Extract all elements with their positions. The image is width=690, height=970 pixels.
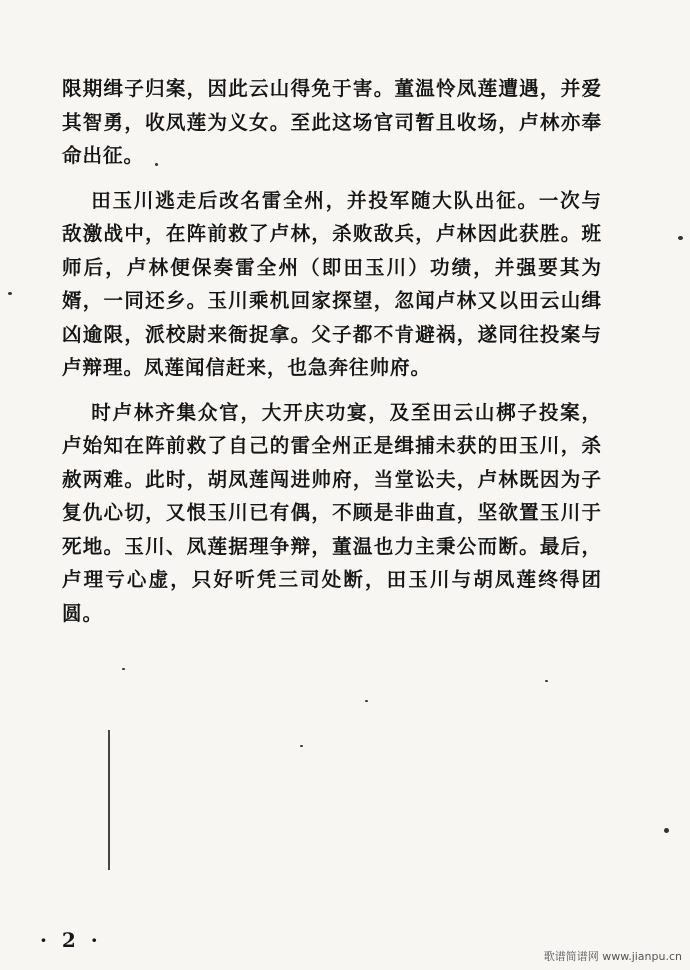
scan-speck [155, 163, 158, 166]
scan-speck [545, 680, 548, 682]
paragraph-1: 限期缉子归案，因此云山得免于害。董温怜凤莲遭遇，并爱其智勇，收凤莲为义女。至此这场官司暂且收场，卢林亦奉命出征。 [62, 77, 602, 167]
scan-line [108, 730, 110, 870]
body-text [62, 72, 602, 630]
scan-speck [678, 236, 683, 240]
paragraph-3: 时卢林齐集众官，大开庆功宴，及至田云山梆子投案，卢始知在阵前救了自己的雷全州正是缉捕未获的田玉川，杀赦两难。此时，胡凤莲闯进帅府，当堂讼夫，卢林既因为子复仇心切，又恨玉川已有偶，不顾是非曲直，坚欲置玉川于死地。玉川、凤莲据理争辩，董温也力主秉公而断。最后，卢理亏心虚，只好听凭三司处断，田玉川与胡凤莲终得团圆。 [62, 400, 602, 625]
watermark: 歌谱简谱网 www.jianpu.cn [543, 950, 682, 963]
scan-speck [664, 828, 669, 833]
paragraph-2: 田玉川逃走后改名雷全州，并投军随大队出征。一次与敌激战中，在阵前救了卢林，杀败敌兵，卢林因此获胜。班师后，卢林便保奏雷全州（即田玉川）功绩，并强要其为婿，一同还乡。玉川乘机回家探望，忽闻卢林又以田云山缉凶逾限，派校尉来衙捉拿。父子都不肯避祸，遂同往投案与卢辩理。凤莲闻信赶来，也急奔往帅府。 [62, 188, 602, 379]
scan-speck [300, 745, 303, 747]
page-number: · 2 · [40, 928, 102, 952]
scan-speck [122, 668, 125, 670]
scan-speck [8, 292, 12, 295]
scan-speck [365, 700, 368, 702]
